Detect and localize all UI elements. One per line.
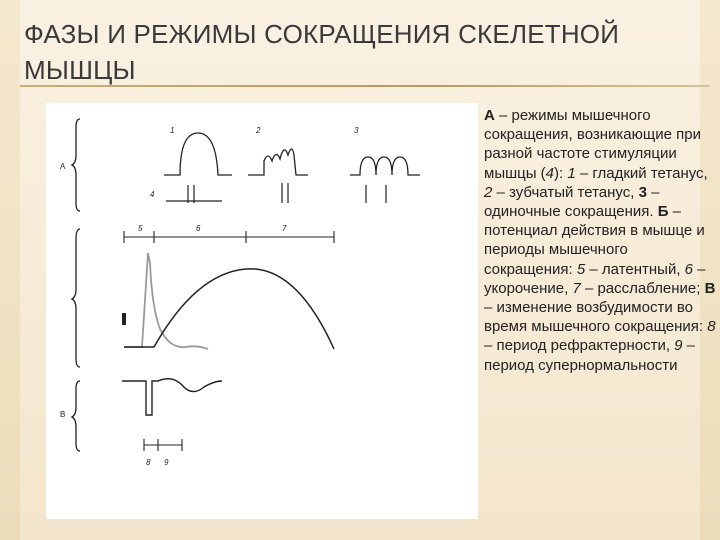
mode-label-3: 3 — [354, 126, 359, 135]
label-5: 5 — [138, 224, 143, 233]
trace-action-potential — [124, 253, 208, 349]
slide-title — [24, 16, 704, 88]
label-8: 8 — [146, 458, 151, 467]
title-underline — [20, 85, 710, 87]
brace-v — [72, 381, 80, 451]
section-label-a: А — [60, 162, 66, 171]
label-6: 6 — [196, 224, 201, 233]
caption-letter-v: В — [704, 279, 716, 297]
figure-caption: А – режимы мышечного сокращения, возникающие при разной частоте стимуляции мышцы (4): 1 – гладкий тетанус, 2 – зубчатый тетанус, 3 – одиночные сокращения. Б – потенциал действия в мышце и периоды мышечного сокращения: 5 – латентный, 6 – укорочение, 7 – расслабление; В – изменение возбудимости во время мышечного сокращения: 8 – период рефрактерности, 9 – период супернормальности — [484, 107, 716, 374]
mode-label-2: 2 — [256, 126, 261, 135]
trace-excitability — [122, 379, 222, 415]
figure-panel — [46, 103, 478, 519]
caption-letter-a: А — [484, 107, 495, 124]
brace-b — [72, 229, 80, 367]
trace-smooth-tetanus — [164, 133, 232, 175]
label-4: 4 — [150, 190, 155, 199]
section-label-v: В — [60, 410, 66, 419]
title-line-1: ФАЗЫ И РЕЖИМЫ СОКРАЩЕНИЯ СКЕЛЕТНОЙ — [24, 19, 620, 49]
left-decor-strip — [0, 0, 20, 540]
current-marker — [122, 313, 126, 325]
mode-label-1: 1 — [170, 126, 175, 135]
trace-dentate-tetanus — [248, 149, 308, 175]
label-9: 9 — [164, 458, 169, 467]
trace-single-twitches — [350, 157, 420, 175]
caption-letter-b: Б — [657, 203, 669, 221]
muscle-contraction-diagram — [46, 103, 478, 519]
brace-a — [72, 119, 80, 211]
label-7: 7 — [282, 224, 287, 233]
title-line-2: МЫШЦЫ — [24, 55, 136, 85]
